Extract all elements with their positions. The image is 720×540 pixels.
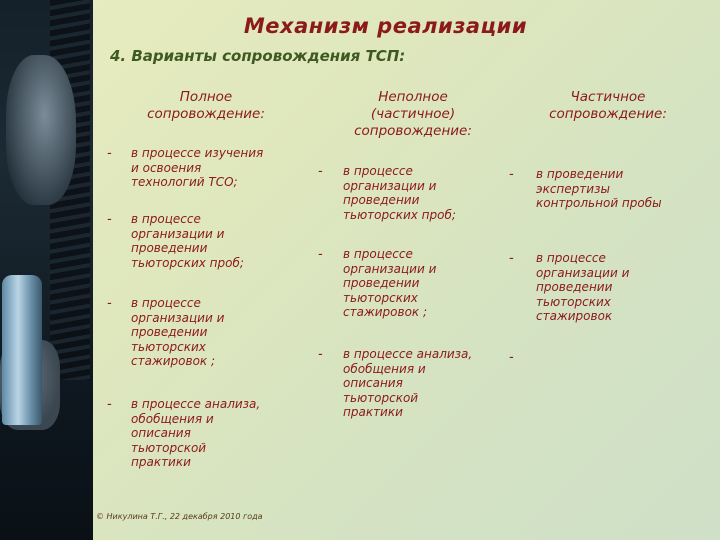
microphone-icon [2,275,42,425]
photo-face [6,55,76,205]
copyright-footer: © Никулина Т.Г., 22 декабря 2010 года [96,512,263,521]
slide-title: Механизм реализации [243,14,528,38]
list-item: в процессе анализа, обобщения и описания тьюторской практики [131,397,261,469]
slide-content [93,0,720,540]
bullet-dash: - [318,347,323,362]
column-heading-part: Частичное сопровождение: [549,89,667,122]
slide-subtitle: 4. Варианты сопровождения ТСП: [110,47,406,65]
list-item: в процессе организации и проведении тьюторских проб; [131,212,244,270]
decorative-photo [0,0,93,540]
bullet-dash: - [509,251,514,266]
bullet-dash: - [107,296,112,311]
bullet-dash: - [107,397,112,412]
bullet-dash: - [509,350,514,365]
list-item: в процессе изучения и освоения технологий ТСО; [131,146,264,189]
bullet-dash: - [107,146,112,161]
list-item: в проведении экспертизы контрольной пробы [536,167,662,210]
bullet-dash: - [318,164,323,179]
list-item: в процессе организации и проведении тьюторских проб; [343,164,456,222]
list-item: в процессе анализа, обобщения и описания тьюторской практики [343,347,473,419]
column-heading-partial: Неполное (частичное) сопровождение: [354,89,472,139]
list-item: в процессе организации и проведении тьюторских стажировок ; [131,296,225,368]
bullet-dash: - [318,247,323,262]
column-heading-full: Полное сопровождение: [147,89,265,122]
bullet-dash: - [107,212,112,227]
bullet-dash: - [509,167,514,182]
list-item: в процессе организации и проведении тьюторских стажировок [536,251,630,323]
list-item: в процессе организации и проведении тьюторских стажировок ; [343,247,437,319]
